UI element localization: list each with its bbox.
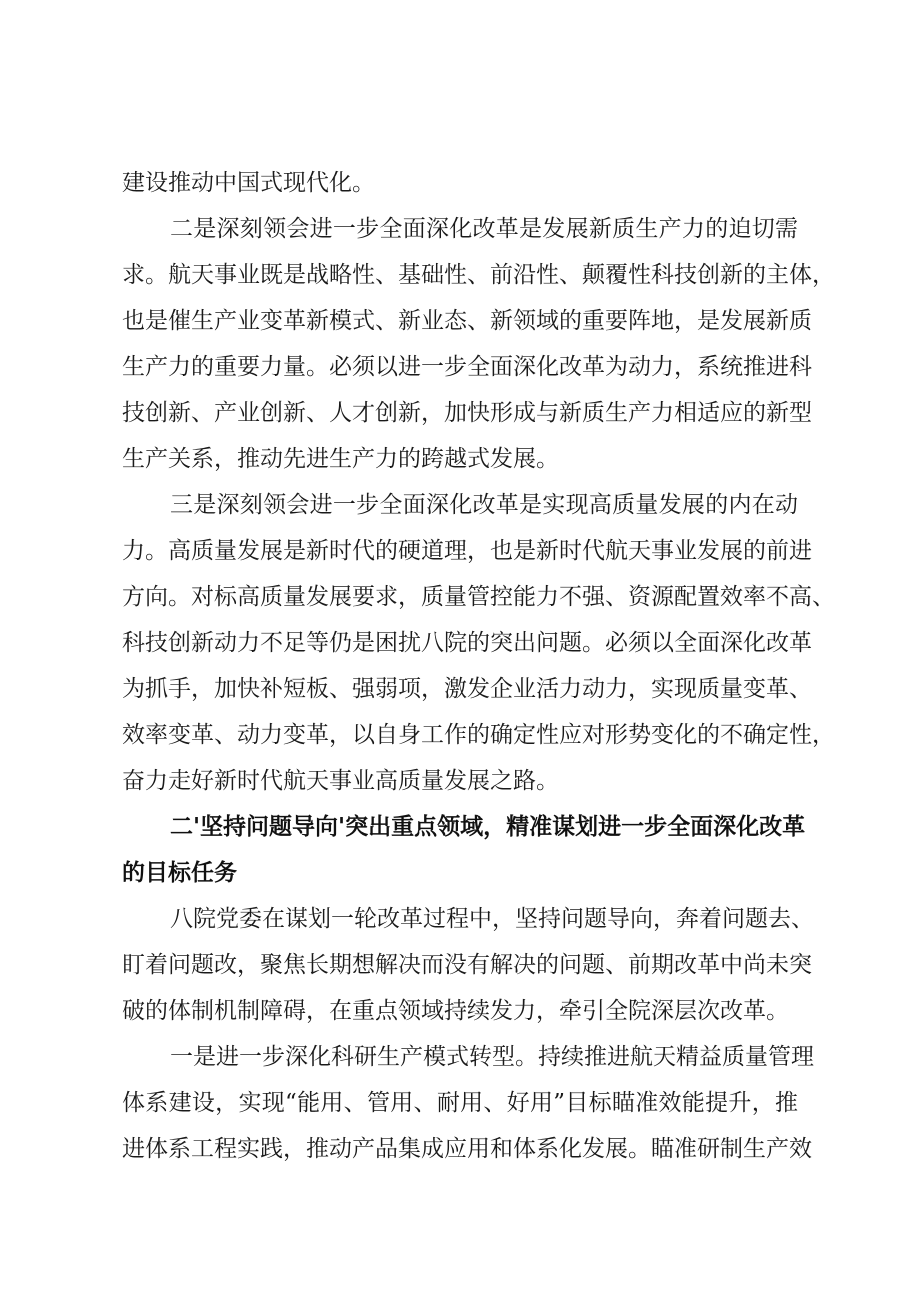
paragraph-3-line-5: 为抓手，加快补短板、强弱项，激发企业活力动力，实现质量变革、 — [122, 676, 812, 702]
paragraph-3-line-4: 科技创新动力不足等仍是困扰八院的突出问题。必须以全面深化改革 — [122, 630, 812, 656]
paragraph-4-line-3: 破的体制机制障碍，在重点领域持续发力，牵引全院深层次改革。 — [122, 998, 789, 1024]
paragraph-2-line-2: 求。航天事业既是战略性、基础性、前沿性、颠覆性科技创新的主体， — [122, 262, 835, 288]
paragraph-3-line-6: 效率变革、动力变革，以自身工作的确定性应对形势变化的不确定性， — [122, 722, 835, 748]
paragraph-5-line-1: 一是进一步深化科研生产模式转型。持续推进航天精益质量管理 — [170, 1044, 814, 1070]
paragraph-2-line-6: 生产关系，推动先进生产力的跨越式发展。 — [122, 446, 559, 472]
paragraph-3-line-1: 三是深刻领会进一步全面深化改革是实现高质量发展的内在动 — [170, 492, 798, 518]
paragraph-2-line-1: 二是深刻领会进一步全面深化改革是发展新质生产力的迫切需 — [170, 216, 798, 242]
paragraph-2-line-5: 技创新、产业创新、人才创新，加快形成与新质生产力相适应的新型 — [122, 400, 812, 426]
paragraph-4-line-2: 盯着问题改，聚焦长期想解决而没有解决的问题、前期改革中尚未突 — [122, 952, 812, 978]
section-heading-line-2: 的目标任务 — [122, 860, 237, 886]
paragraph-3-line-7: 奋力走好新时代航天事业高质量发展之路。 — [122, 768, 559, 794]
paragraph-2-line-4: 生产力的重要力量。必须以进一步全面深化改革为动力，系统推进科 — [122, 354, 812, 380]
paragraph-continuation-line: 建设推动中国式现代化。 — [122, 170, 375, 196]
paragraph-5-line-2: 体系建设，实现“能用、管用、耐用、好用”目标瞄准效能提升，推 — [122, 1090, 798, 1116]
paragraph-5-line-3: 进体系工程实践，推动产品集成应用和体系化发展。瞄准研制生产效 — [122, 1136, 812, 1162]
paragraph-2-line-3: 也是催生产业变革新模式、新业态、新领域的重要阵地，是发展新质 — [122, 308, 812, 334]
section-heading-line-1: 二'坚持问题导向'突出重点领域，精准谋划进一步全面深化改革 — [170, 814, 806, 840]
paragraph-3-line-2: 力。高质量发展是新时代的硬道理，也是新时代航天事业发展的前进 — [122, 538, 812, 564]
paragraph-3-line-3: 方向。对标高质量发展要求，质量管控能力不强、资源配置效率不高、 — [122, 584, 835, 610]
paragraph-4-line-1: 八院党委在谋划一轮改革过程中，坚持问题导向，奔着问题去、 — [170, 906, 814, 932]
